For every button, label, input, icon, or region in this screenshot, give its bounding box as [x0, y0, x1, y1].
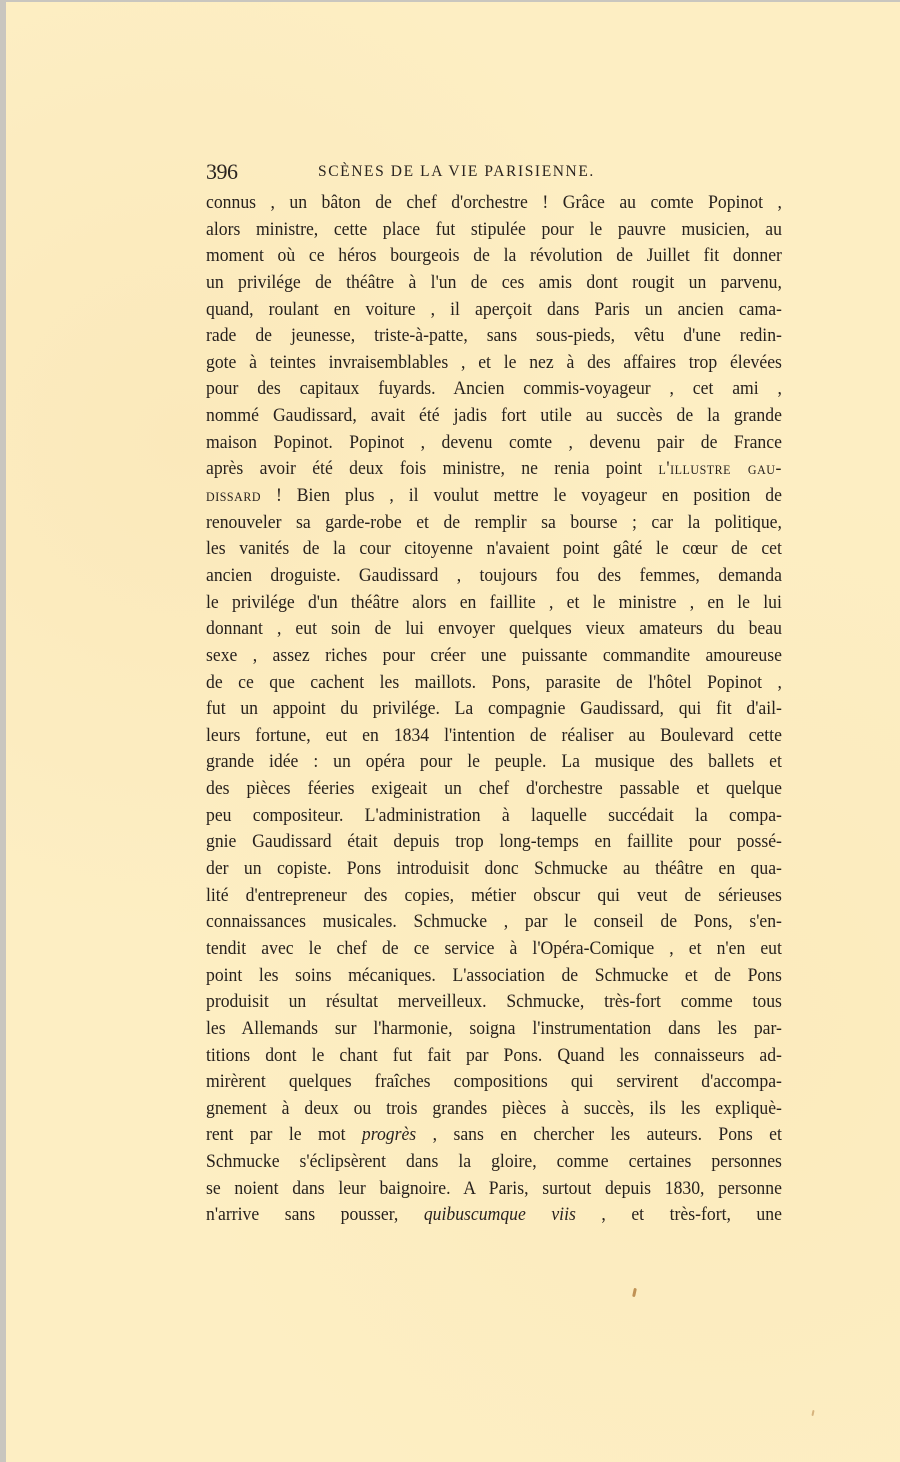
- body-text: [206, 190, 782, 1229]
- text-line: les vanités de la cour citoyenne n'avaient point gâté le cœur de cet: [206, 538, 782, 560]
- text-line: connus , un bâton de chef d'orchestre ! Grâce au comte Popinot ,: [206, 192, 782, 213]
- text-line: le privilége d'un théâtre alors en faillite , et le ministre , en le lui: [206, 591, 782, 613]
- text-line: un privilége de théâtre à l'un de ces amis dont rougit un parvenu,: [206, 271, 782, 293]
- text-line: [206, 1122, 782, 1149]
- text-line: renouveler sa garde-robe et de remplir sa bourse ; car la politique,: [206, 511, 782, 533]
- text-run: rent par le mot: [206, 1124, 362, 1146]
- text-line: [206, 1202, 782, 1229]
- text-line: der un copiste. Pons introduisit donc Schmucke au théâtre en qua-: [206, 858, 782, 880]
- text-line: [206, 483, 782, 510]
- text-line: fut un appoint du privilége. La compagnie Gaudissard, qui fit d'ail-: [206, 698, 782, 720]
- paper-speck: [811, 1410, 814, 1416]
- text-run: après avoir été deux fois ministre, ne renia point: [206, 458, 659, 480]
- text-line: produisit un résultat merveilleux. Schmucke, très-fort comme tous: [206, 991, 782, 1013]
- text-line: gnement à deux ou trois grandes pièces à succès, ils les expliquè-: [206, 1097, 782, 1119]
- italic-phrase: quibuscumque viis: [423, 1204, 576, 1226]
- text-line: Schmucke s'éclipsèrent dans la gloire, comme certaines personnes: [206, 1151, 782, 1173]
- italic-word: progrès: [361, 1124, 417, 1146]
- text-line: moment où ce héros bourgeois de la révolution de Juillet fit donner: [206, 245, 782, 267]
- text-run: , sans en chercher les auteurs. Pons et: [416, 1124, 782, 1146]
- text-line: donnant , eut soin de lui envoyer quelques vieux amateurs du beau: [206, 618, 782, 640]
- text-line: rade de jeunesse, triste-à-patte, sans sous-pieds, vêtu d'une redin-: [206, 325, 782, 347]
- text-line: connaissances musicales. Schmucke , par le conseil de Pons, s'en-: [206, 911, 782, 933]
- text-line: se noient dans leur baignoire. A Paris, surtout depuis 1830, personne: [206, 1177, 782, 1199]
- book-page: [6, 2, 900, 1462]
- text-line: de ce que cachent les maillots. Pons, parasite de l'hôtel Popinot ,: [206, 671, 782, 693]
- text-line: sexe , assez riches pour créer une puissante commandite amoureuse: [206, 644, 782, 666]
- text-line: tendit avec le chef de ce service à l'Opéra-Comique , et n'en eut: [206, 937, 782, 959]
- text-line: quand, roulant en voiture , il aperçoit dans Paris un ancien cama-: [206, 298, 782, 320]
- small-caps-name: l'illustre gau-: [658, 458, 782, 480]
- text-line: peu compositeur. L'administration à laquelle succédait la compa-: [206, 804, 782, 826]
- text-run: n'arrive sans pousser,: [206, 1204, 424, 1226]
- text-line: pour des capitaux fuyards. Ancien commis-voyageur , cet ami ,: [206, 378, 782, 400]
- text-run: ! Bien plus , il voulut mettre le voyageur en position de: [261, 485, 782, 507]
- text-line: mirèrent quelques fraîches compositions qui servirent d'accompa-: [206, 1071, 782, 1093]
- running-header: [206, 159, 783, 185]
- text-line: gote à teintes invraisemblables , et le nez à des affaires trop élevées: [206, 351, 782, 373]
- page-number: 396: [206, 159, 238, 184]
- text-line: nommé Gaudissard, avait été jadis fort utile au succès de la grande: [206, 405, 782, 427]
- text-line: leurs fortune, eut en 1834 l'intention de réaliser au Boulevard cette: [206, 724, 782, 746]
- text-line: maison Popinot. Popinot , devenu comte , devenu pair de France: [206, 431, 782, 453]
- text-line: ancien droguiste. Gaudissard , toujours fou des femmes, demanda: [206, 564, 782, 586]
- text-line: [206, 456, 782, 483]
- text-line: titions dont le chant fut fait par Pons. Quand les connaisseurs ad-: [206, 1044, 782, 1066]
- text-line: alors ministre, cette place fut stipulée pour le pauvre musicien, au: [206, 218, 782, 240]
- small-caps-name: dissard: [206, 485, 262, 507]
- text-line: grande idée : un opéra pour le peuple. La musique des ballets et: [206, 751, 782, 773]
- text-line: point les soins mécaniques. L'association de Schmucke et de Pons: [206, 964, 782, 986]
- text-line: gnie Gaudissard était depuis trop long-temps en faillite pour possé-: [206, 831, 782, 853]
- text-line: les Allemands sur l'harmonie, soigna l'instrumentation dans les par-: [206, 1017, 782, 1039]
- paper-speck: [632, 1288, 637, 1297]
- text-line: des pièces féeries exigeait un chef d'orchestre passable et quelque: [206, 778, 782, 800]
- text-line: lité d'entrepreneur des copies, métier obscur qui veut de sérieuses: [206, 884, 782, 906]
- text-run: , et très-fort, une: [575, 1204, 782, 1226]
- running-title: SCÈNES DE LA VIE PARISIENNE.: [318, 163, 595, 180]
